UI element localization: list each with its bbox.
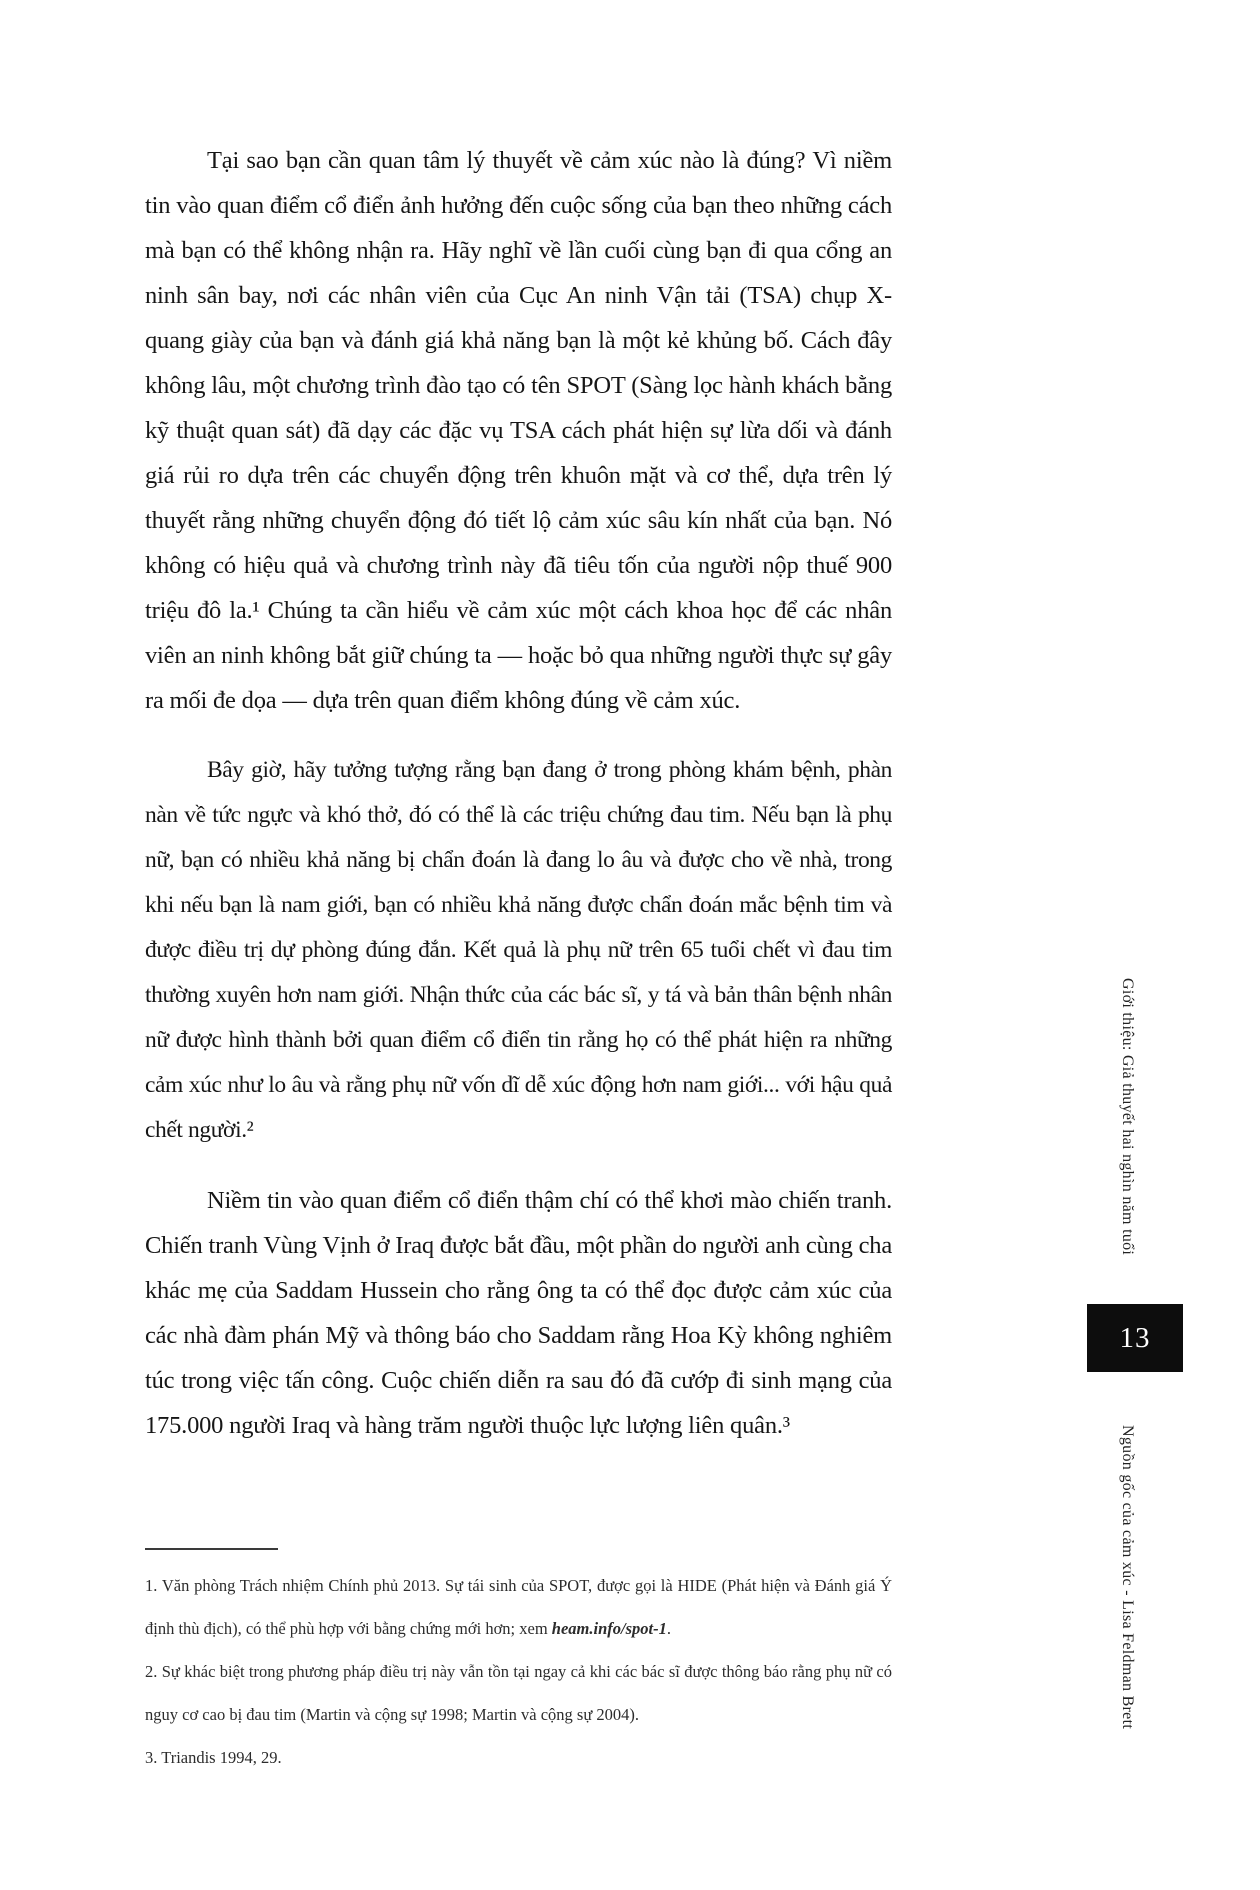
footnote-separator-rule [145,1548,278,1550]
footnotes-section [145,1548,892,1779]
paragraph-3: Niềm tin vào quan điểm cổ điển thậm chí có thể khơi mào chiến tranh. Chiến tranh Vùng Vịnh ở Iraq được bắt đầu, một phần do người anh cùng cha khác mẹ của Saddam Hussein cho rằng ông ta có thể đọc được cảm xúc của các nhà đàm phán Mỹ và thông báo cho Saddam rằng Hoa Kỳ không nghiêm túc trong việc tấn công. Cuộc chiến diễn ra sau đó đã cướp đi sinh mạng của 175.000 người Iraq và hàng trăm người thuộc lực lượng liên quân.³ [145,1187,892,1439]
footnote-1-reference-link: heam.info/spot-1 [551,1619,667,1638]
body-column [145,138,892,1448]
sidebar-chapter-title: Giới thiệu: Giả thuyết hai nghìn năm tuổi [1119,978,1136,1256]
footnote-3: 3. Triandis 1994, 29. [145,1748,282,1767]
paragraph-2: Bây giờ, hãy tưởng tượng rằng bạn đang ở trong phòng khám bệnh, phàn nàn về tức ngực và khó thở, đó có thể là các triệu chứng đau tim. Nếu bạn là phụ nữ, bạn có nhiều khả năng bị chẩn đoán là đang lo âu và được cho về nhà, trong khi nếu bạn là nam giới, bạn có nhiều khả năng được chẩn đoán mắc bệnh tim và được điều trị dự phòng đúng đắn. Kết quả là phụ nữ trên 65 tuổi chết vì đau tim thường xuyên hơn nam giới. Nhận thức của các bác sĩ, y tá và bản thân bệnh nhân nữ được hình thành bởi quan điểm cổ điển tin rằng họ có thể phát hiện ra những cảm xúc như lo âu và rằng phụ nữ vốn dĩ dễ xúc động hơn nam giới... với hậu quả chết người.² [145,757,892,1143]
page-number: 13 [1119,1321,1151,1354]
paragraph-1: Tại sao bạn cần quan tâm lý thuyết về cảm xúc nào là đúng? Vì niềm tin vào quan điểm cổ điển ảnh hưởng đến cuộc sống của bạn theo những cách mà bạn có thể không nhận ra. Hãy nghĩ về lần cuối cùng bạn đi qua cổng an ninh sân bay, nơi các nhân viên của Cục An ninh Vận tải (TSA) chụp X-quang giày của bạn và đánh giá khả năng bạn là một kẻ khủng bố. Cách đây không lâu, một chương trình đào tạo có tên SPOT (Sàng lọc hành khách bằng kỹ thuật quan sát) đã dạy các đặc vụ TSA cách phát hiện sự lừa dối và đánh giá rủi ro dựa trên các chuyển động trên khuôn mặt và cơ thể, dựa trên lý thuyết rằng những chuyển động đó tiết lộ cảm xúc sâu kín nhất của bạn. Nó không có hiệu quả và chương trình này đã tiêu tốn của người nộp thuế 900 triệu đô la.¹ Chúng ta cần hiểu về cảm xúc một cách khoa học để các nhân viên an ninh không bắt giữ chúng ta — hoặc bỏ qua những người thực sự gây ra mối đe dọa — dựa trên quan điểm không đúng về cảm xúc. [145,147,892,714]
sidebar-book-title: Nguồn gốc của cảm xúc - Lisa Feldman Brett [1119,1425,1136,1730]
footnote-1 [145,1564,892,1650]
footnote-1-text-end: . [666,1619,671,1638]
footnote-2: 2. Sự khác biệt trong phương pháp điều trị này vẫn tồn tại ngay cả khi các bác sĩ được thông báo rằng phụ nữ có nguy cơ cao bị đau tim (Martin và cộng sự 1998; Martin và cộng sự 2004). [145,1662,892,1724]
page-number-box [1087,1304,1183,1372]
footnote-1-text: 1. Văn phòng Trách nhiệm Chính phủ 2013. Sự tái sinh của SPOT, được gọi là HIDE (Phát hiện và Đánh giá Ý định thù địch), có thể phù hợp với bằng chứng mới hơn; xem [145,1576,892,1638]
